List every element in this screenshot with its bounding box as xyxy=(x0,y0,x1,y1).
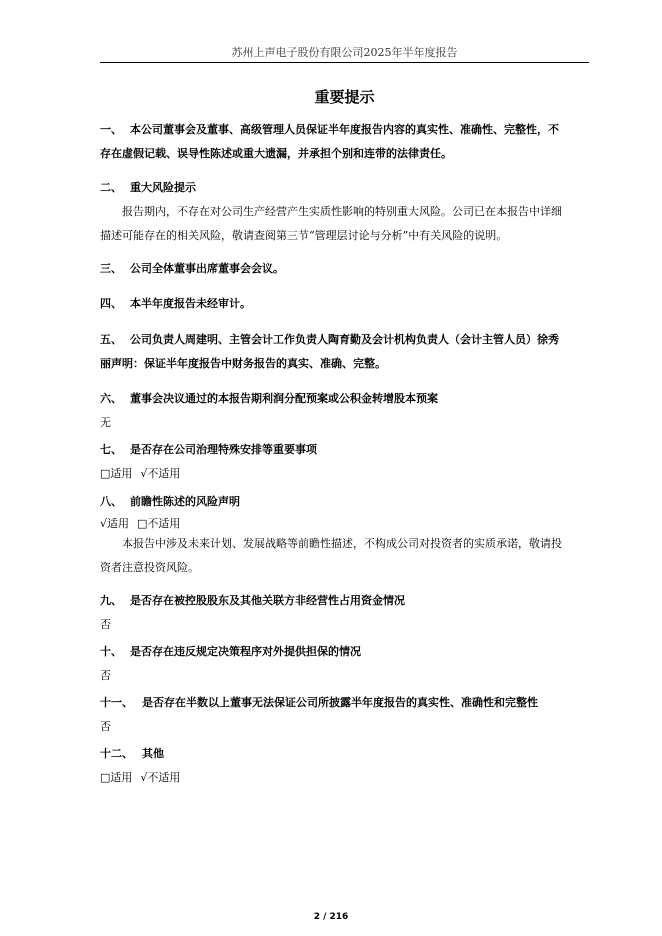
section-12 xyxy=(100,742,592,790)
section-heading: 其他 xyxy=(142,747,164,760)
section-number: 七、 xyxy=(100,443,122,456)
section-number: 四、 xyxy=(100,297,122,310)
option-applicable: √适用 xyxy=(100,517,130,530)
section-number: 十、 xyxy=(100,645,122,658)
section-heading: 董事会决议通过的本报告期利润分配预案或公积金转增股本预案 xyxy=(130,392,438,405)
page-title: 重要提示 xyxy=(314,88,375,106)
section-10 xyxy=(100,640,592,688)
section-body: 描述可能存在的相关风险，敬请查阅第三节“管理层讨论与分析”中有关风险的说明。 xyxy=(100,229,508,242)
section-heading: 公司全体董事出席董事会会议。 xyxy=(130,262,284,275)
section-heading: 是否存在违反规定决策程序对外提供担保的情况 xyxy=(130,645,361,658)
section-heading: 本半年度报告未经审计。 xyxy=(130,297,251,310)
section-answer: 否 xyxy=(100,618,111,631)
section-number: 九、 xyxy=(100,594,122,607)
section-7 xyxy=(100,438,592,486)
option-not-applicable: √不适用 xyxy=(140,771,181,784)
section-3 xyxy=(100,257,592,281)
section-number: 三、 xyxy=(100,262,122,275)
section-number: 二、 xyxy=(100,181,122,194)
section-heading: 是否存在公司治理特殊安排等重要事项 xyxy=(130,443,317,456)
section-number: 一、 xyxy=(100,123,122,136)
section-number: 十二、 xyxy=(100,747,133,760)
section-body: 报告期内，不存在对公司生产经营产生实质性影响的特别重大风险。公司已在本报告中详细 xyxy=(122,205,562,218)
option-applicable: □适用 xyxy=(100,771,133,784)
section-text: 丽声明：保证半年度报告中财务报告的真实、准确、完整。 xyxy=(100,357,386,370)
section-6 xyxy=(100,387,592,435)
section-5 xyxy=(100,328,592,376)
section-heading: 是否存在被控股股东及其他关联方非经营性占用资金情况 xyxy=(130,594,405,607)
page-header: 苏州上声电子股份有限公司2025年半年度报告 xyxy=(231,46,458,59)
section-answer: 无 xyxy=(100,416,111,429)
option-applicable: □适用 xyxy=(100,467,133,480)
section-body: 资者注意投资风险。 xyxy=(100,561,199,574)
section-heading: 前瞻性陈述的风险声明 xyxy=(130,495,240,508)
section-number: 十一、 xyxy=(100,696,133,709)
section-answer: 否 xyxy=(100,720,111,733)
section-text: 公司负责人周建明、主管会计工作负责人陶育勤及会计机构负责人（会计主管人员）徐秀 xyxy=(130,333,559,346)
section-heading: 是否存在半数以上董事无法保证公司所披露半年度报告的真实性、准确性和完整性 xyxy=(142,696,538,709)
section-answer: 否 xyxy=(100,669,111,682)
section-1 xyxy=(100,118,592,166)
option-not-applicable: √不适用 xyxy=(140,467,181,480)
section-number: 六、 xyxy=(100,392,122,405)
section-heading: 重大风险提示 xyxy=(130,181,196,194)
option-not-applicable: □不适用 xyxy=(137,517,181,530)
section-number: 八、 xyxy=(100,495,122,508)
section-body: 本报告中涉及未来计划、发展战略等前瞻性描述，不构成公司对投资者的实质承诺，敬请投 xyxy=(122,537,562,550)
page-number: 2 / 216 xyxy=(313,912,349,922)
section-11 xyxy=(100,691,592,739)
section-2 xyxy=(100,176,592,248)
section-4 xyxy=(100,292,592,316)
section-text: 存在虚假记载、误导性陈述或重大遗漏，并承担个别和连带的法律责任。 xyxy=(100,147,452,160)
section-number: 五、 xyxy=(100,333,122,346)
header-divider xyxy=(100,62,589,63)
section-text: 本公司董事会及董事、高级管理人员保证半年度报告内容的真实性、准确性、完整性，不 xyxy=(130,123,559,136)
section-8 xyxy=(100,490,592,580)
section-9 xyxy=(100,589,592,637)
